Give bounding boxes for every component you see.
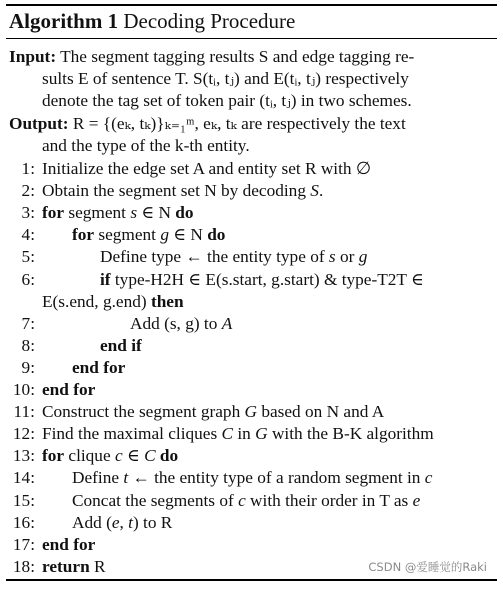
math-symbol: g [358,247,368,267]
step-text [42,202,194,224]
step-number: 7: [21,313,35,333]
step-fragment: ← the entity type of a random segment in [128,468,425,488]
step-number: 14: [12,468,35,488]
math-symbol: s [328,247,336,267]
keyword: for [42,203,65,223]
output-first-line [9,113,495,135]
step-text [100,246,367,268]
algorithm-step [0,357,503,379]
step-number: 12: [12,424,35,444]
step-fragment: with their order in T as [245,490,413,510]
bottom-rule [6,579,497,581]
math-symbol: t [123,468,129,488]
watermark: CSDN @爱睡觉的Raki [368,560,487,574]
step-fragment: , [119,512,129,532]
math-symbol: C [221,424,234,444]
algorithm-step [0,246,503,268]
step-number: 2: [21,181,35,201]
input-text-3: denote the tag set of token pair (tᵢ, tⱼ) in two schemes. [42,91,412,110]
algorithm-step [0,379,503,401]
algorithm-step [0,512,503,534]
step-fragment: based on N and A [257,402,385,422]
input-text-2: sults E of sentence T. S(tᵢ, tⱼ) and E(tᵢ, tⱼ) respectively [42,69,409,88]
math-symbol: s [130,203,138,223]
keyword: do [207,225,226,245]
keyword: end for [42,534,96,554]
math-symbol: G [255,424,268,444]
step-fragment: in [233,424,256,444]
step-text [130,313,232,335]
step-fragment: ∈ N [137,203,176,223]
top-rule [6,4,497,6]
algorithm-step [0,534,503,556]
algorithm-step [0,269,503,291]
step-number: 10: [12,380,35,399]
step-number: 16: [12,512,35,532]
keyword: do [175,203,194,223]
input-heading: Input: [9,47,57,66]
math-symbol: C [144,446,156,466]
step-number: 1: [21,159,35,178]
step-fragment: E(s.end, g.end) [42,291,151,311]
algorithm-step [0,445,503,467]
step-fragment: ∈ N [168,225,208,245]
algorithm-step [0,467,503,489]
step-text [72,490,420,512]
step-fragment: R [89,556,106,576]
step-number: 8: [21,335,35,355]
output-text-2: and the type of the k-th entity. [42,136,250,155]
step-number: 13: [12,446,35,466]
algorithm-step [0,202,503,224]
step-number: 3: [21,203,35,223]
algorithm-step [0,180,503,202]
algorithm-step [0,313,503,335]
step-text [42,534,95,556]
title-rule [6,38,497,39]
step-number: 9: [21,357,35,377]
step-number: 18: [12,556,35,576]
math-symbol: c [238,490,246,510]
math-symbol: e [412,490,421,510]
step-text [72,467,432,489]
math-symbol: G [244,402,258,422]
algorithm-step [0,490,503,512]
keyword: if [100,269,111,289]
step-text [42,556,106,578]
math-symbol: t [128,512,133,532]
math-symbol: e [111,512,120,532]
step-text [42,291,184,313]
output-heading: Output: [9,114,69,133]
algorithm-step [0,335,503,357]
output-text-1: R = {(eₖ, tₖ)}ₖ₌₁ᵐ, eₖ, tₖ are respectively the text [72,114,406,133]
algorithm-label: Algorithm 1 [9,9,119,33]
step-number: 15: [12,490,35,510]
step-fragment: type-H2H ∈ E(s.start, g.start) & type-T2T ∈ [110,269,424,289]
algorithm-step [0,224,503,246]
input-text-1: The segment tagging results S and edge tagging re- [60,47,415,66]
keyword: end for [42,380,96,399]
step-fragment: Add (s, g) to [130,313,222,333]
step-number: 5: [21,247,35,267]
step-text [72,224,225,246]
input-first-line [9,46,495,68]
step-number: 11: [13,402,35,422]
math-symbol: c [114,446,123,466]
step-fragment: Obtain the segment set N by decoding [42,181,311,201]
keyword: end for [72,357,126,377]
step-fragment: Define type ← the entity type of [100,247,329,267]
algorithm-step [0,158,503,180]
step-fragment: segment [64,203,131,223]
step-fragment: Define [72,468,124,488]
step-number: 17: [12,534,35,554]
step-number: 4: [21,225,35,245]
algorithm-step [0,291,503,313]
step-fragment: . [318,181,324,201]
step-fragment: Find the maximal cliques [42,424,222,444]
step-text [72,357,125,379]
keyword: return [42,556,90,576]
step-fragment: Construct the segment graph [42,402,245,422]
step-text [100,335,142,357]
step-text [42,423,434,445]
keyword: end if [100,335,142,355]
step-text [42,401,384,423]
step-number: 6: [21,269,35,289]
step-fragment: Initialize the edge set A and entity set R with ∅ [42,159,371,178]
step-text [42,445,178,467]
math-symbol: g [160,225,169,245]
keyword: then [150,291,184,311]
step-text [72,512,172,534]
step-fragment: clique [64,446,115,466]
algorithm-name: Decoding Procedure [123,9,296,33]
step-text [42,379,95,401]
output-block [9,113,495,157]
step-fragment: with the B-K algorithm [267,424,434,444]
input-block [9,46,495,112]
step-fragment: Concat the segments of [72,490,239,510]
keyword: for [42,446,65,466]
math-symbol: c [424,468,433,488]
keyword: do [159,446,179,466]
step-fragment: segment [94,225,161,245]
step-fragment: Add ( [72,512,112,532]
step-text [42,180,323,202]
math-symbol: A [221,313,233,333]
algorithm-title [9,7,295,36]
math-symbol: S [310,181,319,201]
step-text [42,158,371,180]
algorithm-step [0,401,503,423]
keyword: for [72,225,95,245]
step-fragment: or [335,247,359,267]
algorithm-step [0,423,503,445]
step-fragment: ∈ [122,446,145,466]
step-fragment: ) to R [132,512,173,532]
step-text [100,269,424,291]
